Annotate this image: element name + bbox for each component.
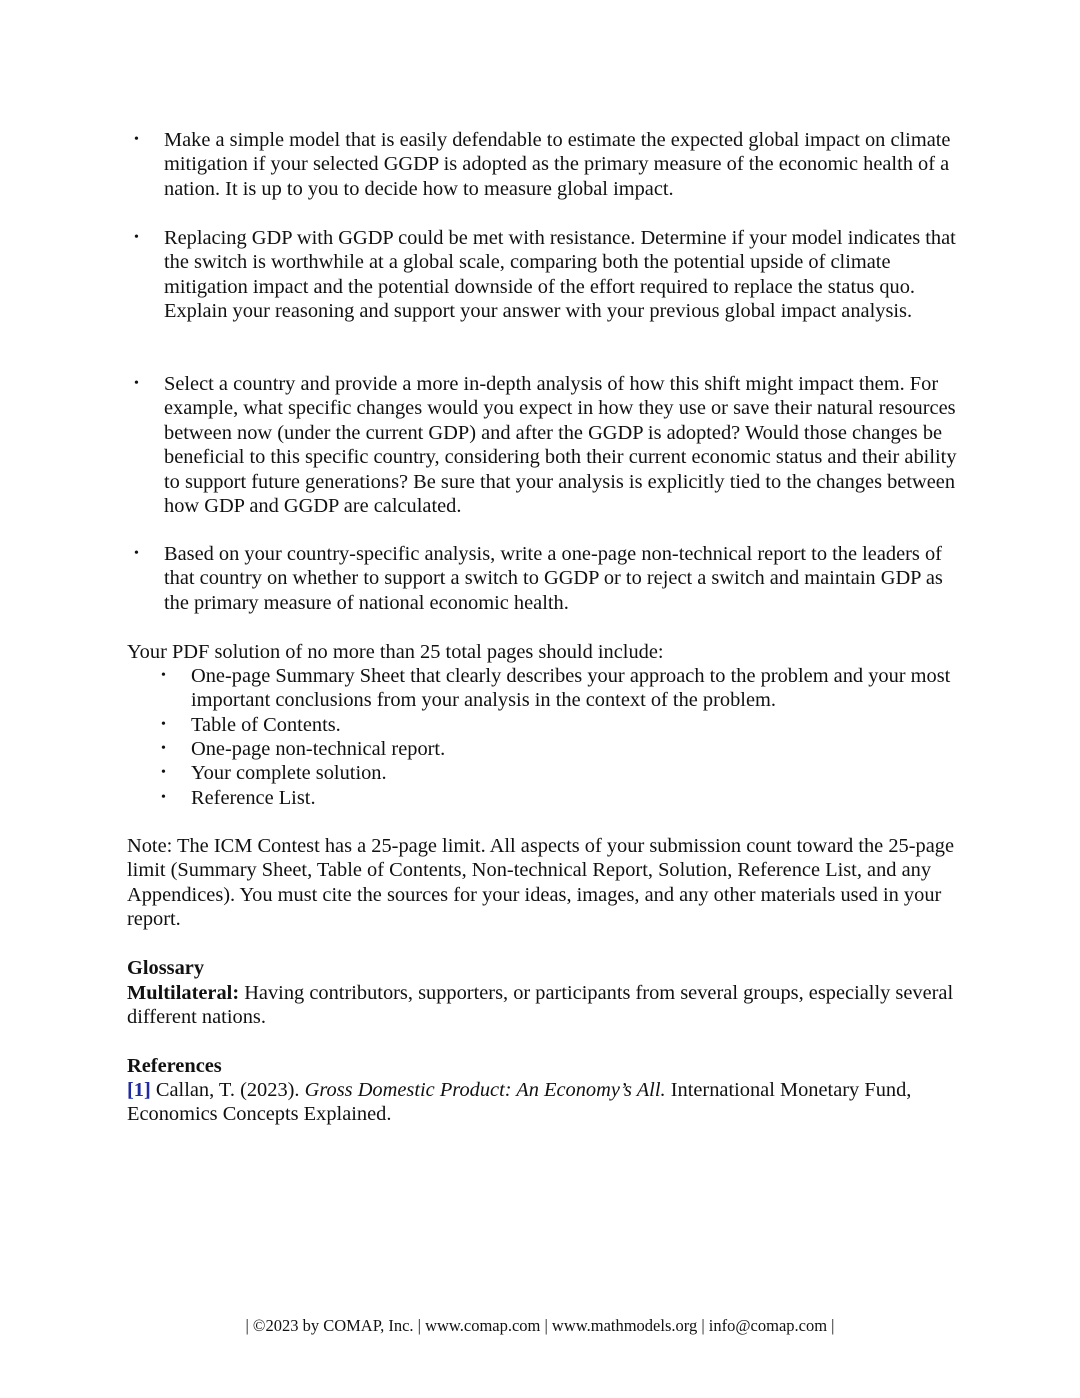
task-bullet-text: Make a simple model that is easily defendable to estimate the expected global impact on climate mitigation if your selected GGDP is adopted as the primary measure of the economic health of a nation. It is up to you to decide how to measure global impact.: [164, 129, 951, 200]
reference-link[interactable]: [1]: [127, 1079, 151, 1101]
glossary-definition: Having contributors, supporters, or participants from several groups, especially several different nations.: [127, 982, 954, 1029]
reference-author: Callan, T. (2023).: [150, 1079, 305, 1101]
glossary-heading: Glossary: [127, 957, 205, 979]
glossary-term: Multilateral:: [127, 982, 240, 1004]
bullet-icon: •: [134, 546, 139, 561]
bullet-icon: •: [161, 765, 166, 780]
solution-item: [161, 664, 951, 713]
task-bullet-text: Replacing GDP with GGDP could be met with resistance. Determine if your model indicates that the switch is worthwhile at a global scale, comparing both the potential upside of climate mitigation impact and the potential downside of the effort required to replace the status quo. Explain your reasoning and support your answer with your previous global impact analysis.: [164, 227, 956, 323]
solution-item: [161, 786, 951, 810]
glossary-entry: [127, 981, 957, 1030]
solution-item: [161, 713, 951, 737]
solution-item-text: Table of Contents.: [191, 714, 341, 736]
reference-item: [127, 1078, 957, 1127]
bullet-icon: •: [134, 376, 139, 391]
bullet-icon: •: [161, 717, 166, 732]
task-bullet: [134, 372, 964, 518]
page-footer: | ©2023 by COMAP, Inc. | www.comap.com | www.mathmodels.org | info@comap.com |: [245, 1316, 835, 1335]
solution-item-text: One-page non-technical report.: [191, 738, 446, 760]
reference-title: Gross Domestic Product: An Economy’s All.: [304, 1079, 666, 1101]
note-paragraph: Note: The ICM Contest has a 25-page limit. All aspects of your submission count toward the 25-page limit (Summary Sheet, Table of Contents, Non-technical Report, Solution, Reference List, and any Appendices). You must cite the sources for your ideas, images, and any other materials used in your report.: [127, 835, 955, 931]
task-bullet-text: Based on your country-specific analysis, write a one-page non-technical report to the leaders of that country on whether to support a switch to GGDP or to reject a switch and maintain GDP as the primary measure of national economic health.: [164, 543, 943, 614]
references-heading: References: [127, 1055, 222, 1077]
task-bullet: [134, 542, 964, 615]
task-bullet-text: Select a country and provide a more in-depth analysis of how this shift might impact them. For example, what specific changes would you expect in how they use or save their natural resources between now (under the current GDP) and after the GGDP is adopted? Would those changes be beneficial to this specific country, considering both their current economic status and their ability to support future generations? Be sure that your analysis is explicitly tied to the changes between how GDP and GGDP are calculated.: [164, 373, 957, 518]
reference-publisher: International Monetary Fund, Economics Concepts Explained.: [127, 1079, 912, 1126]
solution-item-text: One-page Summary Sheet that clearly describes your approach to the problem and your most important conclusions from your analysis in the context of the problem.: [191, 665, 951, 712]
solution-item-text: Reference List.: [191, 787, 316, 809]
bullet-icon: •: [134, 132, 139, 147]
bullet-icon: •: [161, 790, 166, 805]
solution-item: [161, 737, 951, 761]
solution-item-text: Your complete solution.: [191, 762, 387, 784]
solution-intro: Your PDF solution of no more than 25 total pages should include:: [127, 641, 664, 663]
task-bullet: [134, 128, 964, 201]
bullet-icon: •: [161, 741, 166, 756]
task-bullet: [134, 226, 964, 324]
solution-item: [161, 761, 951, 785]
bullet-icon: •: [161, 668, 166, 683]
bullet-icon: •: [134, 230, 139, 245]
